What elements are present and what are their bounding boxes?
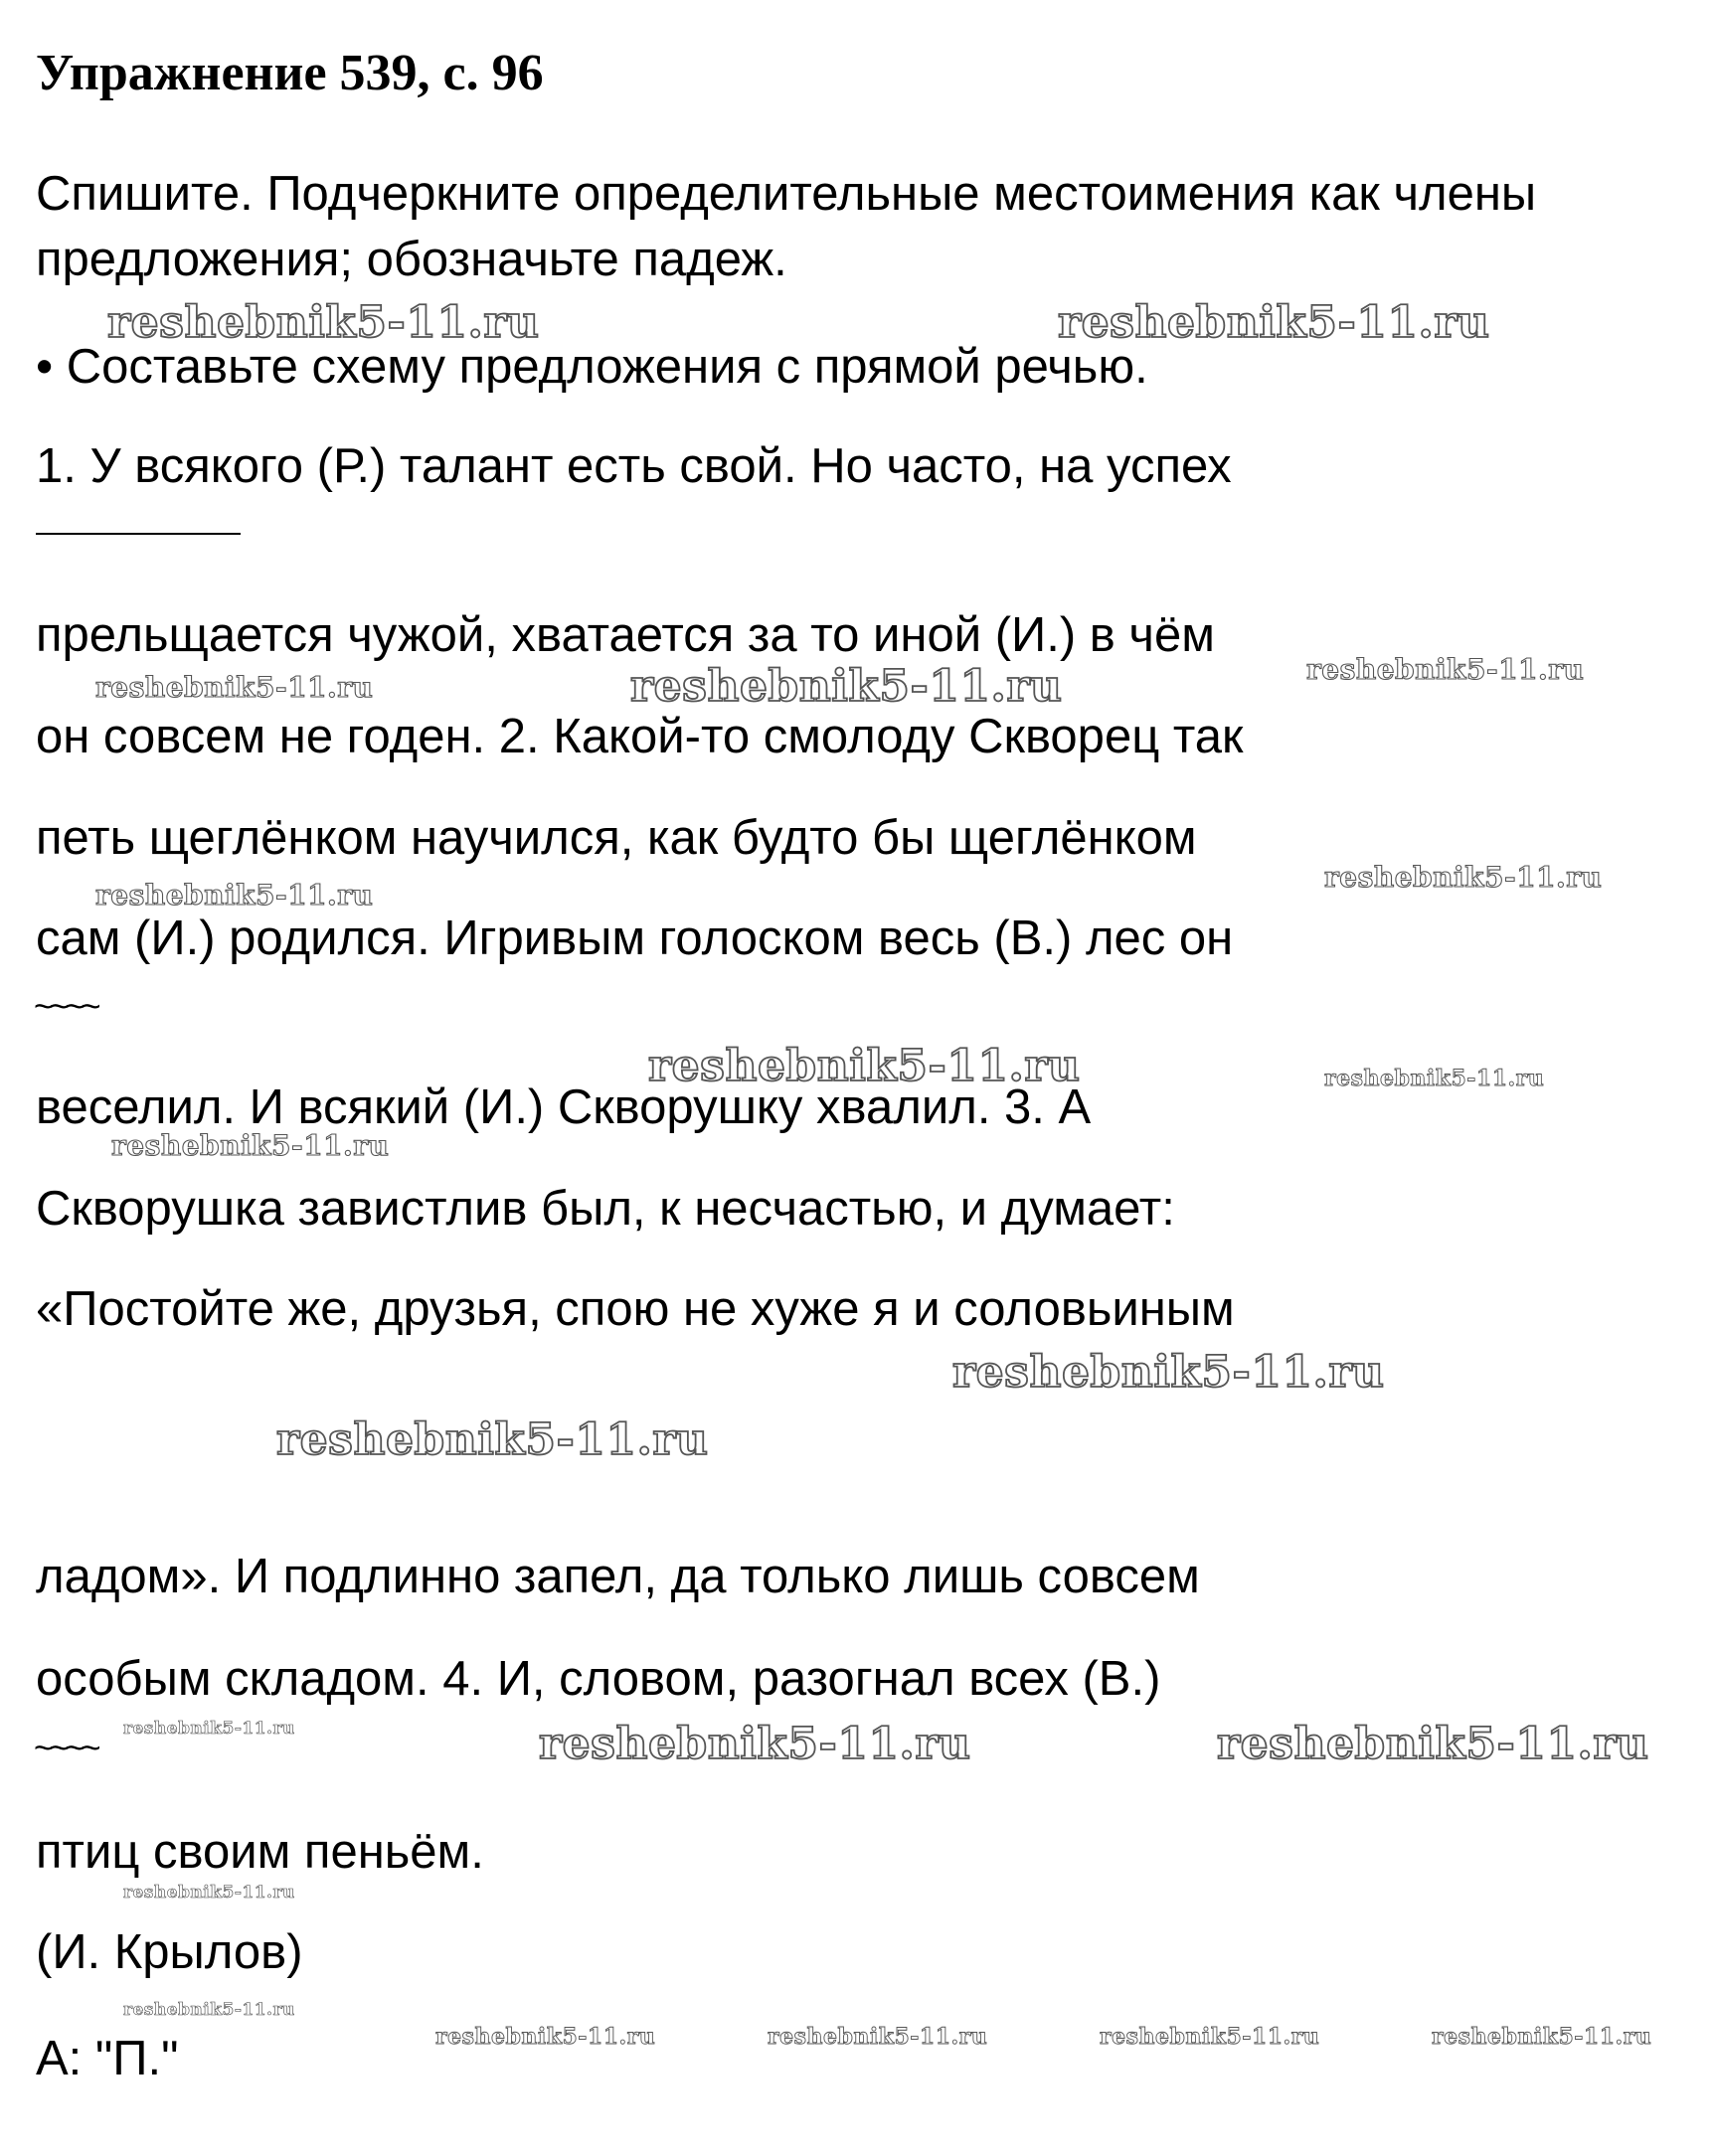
text-line-2: прельщается чужой, хватается за то иной (И.) в чём <box>36 608 1215 662</box>
text-line-7: Скворушка завистлив был, к несчастью, и думает: <box>36 1182 1175 1236</box>
watermark: reshebnik5-11.ru <box>1324 861 1603 894</box>
watermark: reshebnik5-11.ru <box>1306 653 1585 686</box>
watermark: reshebnik5-11.ru <box>123 2000 295 2020</box>
text-line-8: «Постойте же, друзья, спою не хуже я и соловьиным <box>36 1282 1235 1336</box>
exercise-title: Упражнение 539, с. 96 <box>36 45 544 101</box>
answer-line: А: "П." <box>36 2032 179 2085</box>
watermark: reshebnik5-11.ru <box>952 1347 1385 1398</box>
watermark: reshebnik5-11.ru <box>107 297 540 348</box>
text-line-5: сам (И.) родился. Игривым голоском весь (В.) лес он <box>36 912 1234 965</box>
task-bullet: • Составьте схему предложения с прямой речью. <box>36 340 1148 394</box>
task-line-2: предложения; обозначьте падеж. <box>36 233 787 286</box>
task-line-1: Спишите. Подчеркните определительные местоимения как члены <box>36 167 1537 221</box>
wavy-underline-mark-2: ~~~~ <box>34 1730 97 1767</box>
text-line-11: птиц своим пеньём. <box>36 1825 484 1879</box>
wavy-underline-mark: ~~~~ <box>34 988 97 1026</box>
watermark: reshebnik5-11.ru <box>1217 1719 1649 1769</box>
text-line-10: особым складом. 4. И, словом, разогнал всех (В.) <box>36 1652 1161 1706</box>
watermark: reshebnik5-11.ru <box>630 661 1063 712</box>
watermark: reshebnik5-11.ru <box>276 1414 709 1465</box>
watermark: reshebnik5-11.ru <box>111 1129 390 1162</box>
watermark: reshebnik5-11.ru <box>123 1719 295 1739</box>
watermark: reshebnik5-11.ru <box>95 671 374 704</box>
text-line-1: 1. У всякого (Р.) талант есть свой. Но часто, на успех <box>36 439 1232 493</box>
watermark: reshebnik5-11.ru <box>768 2024 988 2050</box>
watermark: reshebnik5-11.ru <box>539 1719 971 1769</box>
text-line-9: ладом». И подлинно запел, да только лишь совсем <box>36 1550 1200 1603</box>
watermark: reshebnik5-11.ru <box>648 1041 1081 1091</box>
text-line-4: петь щеглёнком научился, как будто бы щеглёнком <box>36 811 1197 865</box>
watermark: reshebnik5-11.ru <box>1058 297 1490 348</box>
text-line-6: веселил. И всякий (И.) Скворушку хвалил. 3. А <box>36 1080 1092 1134</box>
watermark: reshebnik5-11.ru <box>95 879 374 912</box>
text-line-3: он совсем не годен. 2. Какой-то смолоду Скворец так <box>36 710 1244 763</box>
watermark: reshebnik5-11.ru <box>123 1883 295 1903</box>
watermark: reshebnik5-11.ru <box>435 2024 656 2050</box>
straight-underline-mark <box>36 533 241 535</box>
watermark: reshebnik5-11.ru <box>1324 1066 1545 1091</box>
watermark: reshebnik5-11.ru <box>1432 2024 1652 2050</box>
author-line: (И. Крылов) <box>36 1925 303 1979</box>
watermark: reshebnik5-11.ru <box>1100 2024 1320 2050</box>
